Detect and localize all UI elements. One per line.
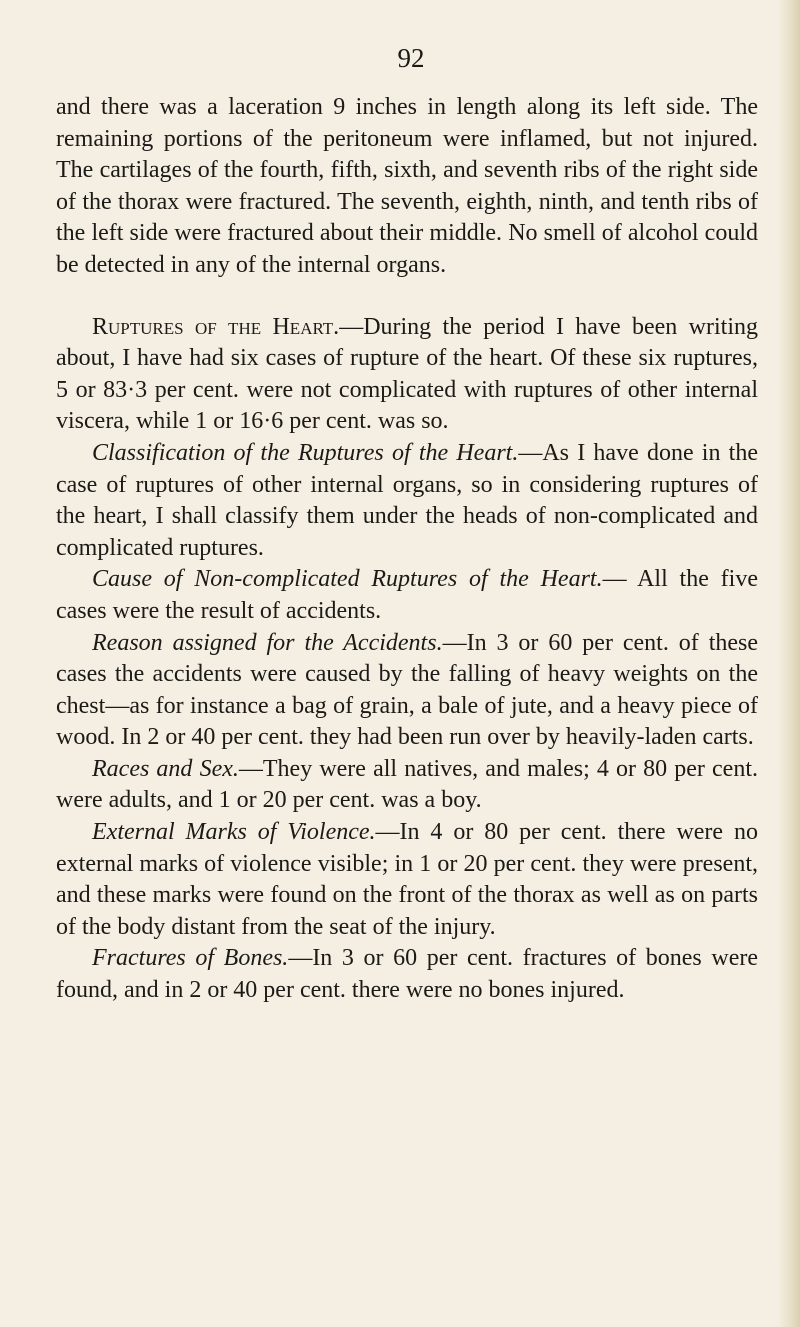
paragraph-text: —In 3 or 60 per cent. of these cases the accidents were caused by the falling of heavy weights on the chest—as for instance a bag of grain, a bale of jute, and a heavy piece of wood. In 2 or 40 per cent. they had been run over by heavily-laden carts. [56, 629, 759, 751]
paragraph-cause [56, 564, 758, 627]
paragraph-text: and there was a laceration 9 inches in length along its left side. The remaining portions of the peritoneum were inflamed, but not injured. The cartilages of the fourth, fifth, sixth, and seventh ribs of the right side of the thorax were fractured. The seventh, eighth, ninth, and tenth ribs of the left side were fractured about their middle. No smell of alcohol could be detected in any of the internal organs. [56, 94, 758, 278]
paragraph-text: —In 3 or 60 per cent. fractures of bones were found, and in 2 or 40 per cent. there were no bones injured. [56, 945, 758, 1004]
paragraph-external-marks [56, 817, 758, 943]
paragraph-classification [56, 438, 758, 564]
subsection-heading: Classification of the Ruptures of the Heart. [92, 439, 519, 466]
paragraph-text: —They were all natives, and males; 4 or 80 per cent. were adults, and 1 or 20 per cent. was a boy. [56, 755, 758, 814]
paragraph-ruptures-of-the-heart [56, 312, 758, 438]
paragraph-races-and-sex [56, 754, 758, 817]
page-edge-shadow [778, 0, 800, 1327]
subsection-heading: Races and Sex. [92, 755, 239, 782]
subsection-heading: Reason assigned for the Accidents. [92, 629, 443, 656]
paragraph-text: — All the five cases were the result of accidents. [56, 566, 758, 624]
page-number: 92 [397, 43, 425, 73]
subsection-heading: Fractures of Bones. [92, 945, 289, 972]
paragraph-text: —As I have done in the case of ruptures of other internal organs, so in considering ruptures of the heart, I shall classify them under the heads of non-complicated and complicated ruptures. [56, 439, 758, 561]
paragraph-text: —During the period I have been writing about, I have had six cases of rupture of the heart. Of these six ruptures, 5 or 83·3 per cent. were not complicated with ruptures of other internal viscera, while 1 or 16·6 per cent. was so. [56, 313, 758, 435]
paragraph-laceration [56, 92, 758, 282]
subsection-heading: Cause of Non-complicated Ruptures of the Heart. [92, 566, 603, 593]
paragraph-reason [56, 628, 758, 754]
subsection-heading: External Marks of Violence. [92, 819, 376, 846]
paragraph-text: —In 4 or 80 per cent. there were no external marks of violence visible; in 1 or 20 per cent. they were present, and these marks were found on the front of the thorax as well as on parts of the body distant from the seat of the injury. [56, 819, 758, 940]
paragraph-fractures [56, 943, 758, 1006]
section-heading: Ruptures of the Heart. [92, 313, 340, 340]
